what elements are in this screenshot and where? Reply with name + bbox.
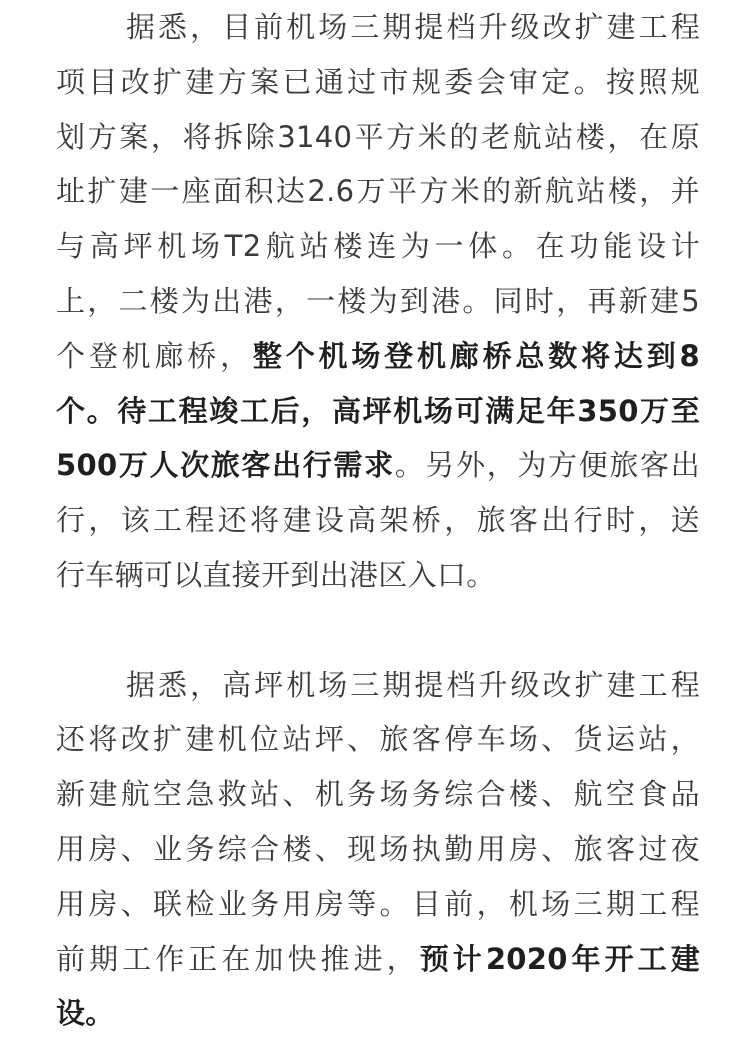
- text-run: 新建航空急救站、机务场务综合楼、航空食品: [56, 777, 700, 812]
- text-run: 上，二楼为出港，一楼为到港。同时，再新建5: [56, 283, 700, 318]
- text-line: [56, 0, 700, 55]
- text-run: 前期工作正在加快推进，: [56, 941, 420, 976]
- bold-text: 设。: [56, 996, 115, 1031]
- text-line: [56, 384, 700, 439]
- text-line: [56, 164, 700, 219]
- text-run: 项目改扩建方案已通过市规委会审定。按照规: [56, 64, 700, 99]
- article-body: [56, 0, 700, 1041]
- paragraph-2: [56, 658, 700, 1041]
- text-line: [56, 822, 700, 877]
- bold-text: 整个机场登机廊桥总数将达到8: [252, 338, 700, 373]
- text-run: 行车辆可以直接开到出港区入口。: [56, 557, 496, 592]
- text-line: [56, 493, 700, 548]
- text-run: 据悉，目前机场三期提档升级改扩建工程: [126, 10, 700, 44]
- text-line: [56, 110, 700, 165]
- text-line: [56, 55, 700, 110]
- text-line: [56, 219, 700, 274]
- text-run: 行，该工程还将建设高架桥，旅客出行时，送: [56, 503, 700, 538]
- paragraph-1: [56, 0, 700, 603]
- bold-text: 500万人次旅客出行需求: [56, 448, 395, 483]
- text-line: [56, 274, 700, 329]
- bold-text: 个。待工程竣工后，高坪机场可满足年350万至: [56, 393, 700, 428]
- text-run: 址扩建一座面积达2.6万平方米的新航站楼，并: [56, 174, 700, 209]
- text-line: [56, 329, 700, 384]
- text-run: 划方案，将拆除3140平方米的老航站楼，在原: [56, 119, 700, 154]
- text-line: [56, 986, 700, 1041]
- text-run: 还将改扩建机位站坪、旅客停车场、货运站，: [56, 722, 700, 757]
- text-run: 个登机廊桥，: [56, 338, 253, 373]
- text-line: [56, 767, 700, 822]
- text-run: 据悉，高坪机场三期提档升级改扩建工程: [126, 667, 700, 702]
- text-run: 。另外，为方便旅客出: [394, 448, 700, 483]
- text-line: [56, 877, 700, 932]
- text-line: [56, 932, 700, 987]
- text-line: [56, 438, 700, 493]
- text-line: [56, 658, 700, 713]
- text-run: 用房、联检业务用房等。目前，机场三期工程: [56, 886, 700, 921]
- bold-text: 预计2020年开工建: [419, 941, 700, 976]
- text-run: 用房、业务综合楼、现场执勤用房、旅客过夜: [56, 831, 700, 866]
- text-run: 与高坪机场T2航站楼连为一体。在功能设计: [56, 229, 700, 264]
- text-line: [56, 712, 700, 767]
- text-line: [56, 548, 700, 603]
